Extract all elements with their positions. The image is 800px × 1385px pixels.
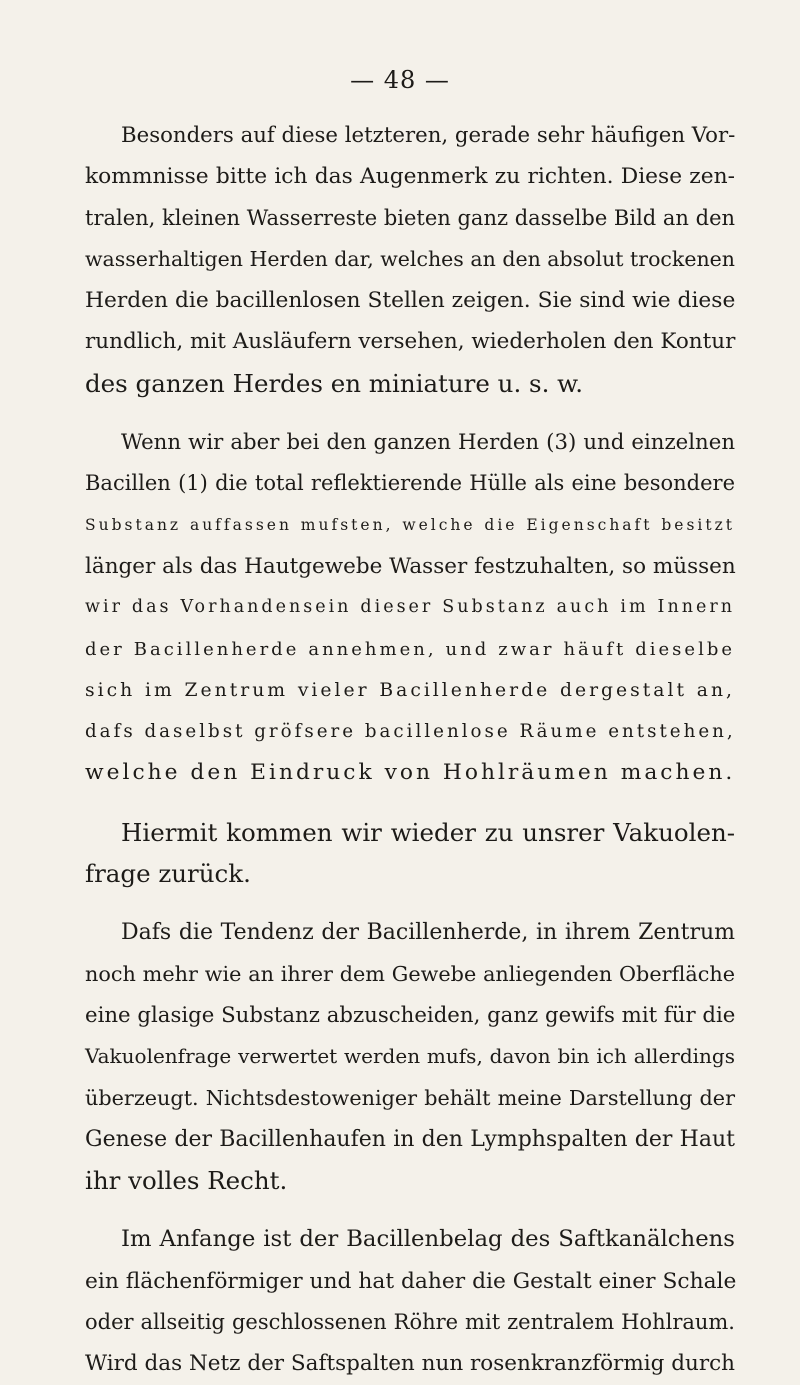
text-line: länger als das Hautgewebe Wasser festzuhalten, so müssen <box>85 553 736 579</box>
text-line: dafs daselbst gröfsere bacillenlose Räume entstehen, <box>85 721 736 743</box>
text-line: Dafs die Tendenz der Bacillenherde, in ihrem Zentrum <box>121 920 735 946</box>
paragraph-2 <box>85 422 735 794</box>
page-number: — 48 — <box>350 66 450 94</box>
text-line: der Bacillenherde annehmen, und zwar häuft dieselbe <box>85 638 735 660</box>
text-line: frage zurück. <box>85 859 251 889</box>
paragraph-gap <box>85 1201 735 1219</box>
text-line: des ganzen Herdes en miniature u. s. w. <box>85 368 584 398</box>
text-line: Substanz auffassen mufsten, welche die Eigenschaft besitzt <box>85 515 735 534</box>
text-line: oder allseitig geschlossenen Röhre mit zentralem Hohlraum. <box>85 1310 735 1335</box>
text-line: tralen, kleinen Wasserreste bieten ganz dasselbe Bild an den <box>85 205 736 230</box>
paragraph-gap <box>85 794 735 812</box>
text-line: ihr volles Recht. <box>85 1166 288 1196</box>
text-line: überzeugt. Nichtsdestoweniger behält meine Darstellung der <box>85 1085 735 1110</box>
text-line: rundlich, mit Ausläufern versehen, wiederholen den Kontur <box>85 329 736 355</box>
text-line: kommnisse bitte ich das Augenmerk zu richten. Diese zen- <box>85 164 735 190</box>
text-line: Bacillen (1) die total reflektierende Hülle als eine besondere <box>85 471 735 496</box>
text-line: Vakuolenfrage verwertet werden mufs, davon bin ich allerdings <box>85 1044 735 1069</box>
paragraph-5 <box>85 1219 735 1384</box>
text-line: Hiermit kommen wir wieder zu unsrer Vakuolen- <box>121 817 735 847</box>
text-line: Herden die bacillenlosen Stellen zeigen. Sie sind wie diese <box>85 288 736 314</box>
paragraph-1 <box>85 115 735 404</box>
text-line: sich im Zentrum vieler Bacillenherde dergestalt an, <box>85 679 735 701</box>
text-line: Wenn wir aber bei den ganzen Herden (3) und einzelnen <box>121 430 735 456</box>
text-line: welche den Eindruck von Hohlräumen machen. <box>85 760 736 786</box>
text-line: noch mehr wie an ihrer dem Gewebe anliegenden Oberfläche <box>85 961 735 986</box>
paragraph-gap <box>85 404 735 422</box>
text-line: eine glasige Substanz abzuscheiden, ganz gewifs mit für die <box>85 1002 736 1028</box>
text-line: Genese der Bacillenhaufen in den Lymphspalten der Haut <box>85 1126 735 1152</box>
paragraph-4 <box>85 912 735 1201</box>
text-line: Besonders auf diese letzteren, gerade sehr häufigen Vor- <box>121 123 736 148</box>
text-line: Wird das Netz der Saftspalten nun rosenkranzförmig durch <box>85 1351 735 1377</box>
text-line: wir das Vorhandensein dieser Substanz auch im Innern <box>85 597 735 618</box>
text-line: Im Anfange ist der Bacillenbelag des Saftkanälchens <box>121 1226 735 1253</box>
paragraph-3 <box>85 812 735 895</box>
paragraph-gap <box>85 894 735 912</box>
text-line: ein flächenförmiger und hat daher die Gestalt einer Schale <box>85 1268 737 1294</box>
body-text <box>85 115 735 1385</box>
text-line: wasserhaltigen Herden dar, welches an den absolut trockenen <box>85 246 735 271</box>
